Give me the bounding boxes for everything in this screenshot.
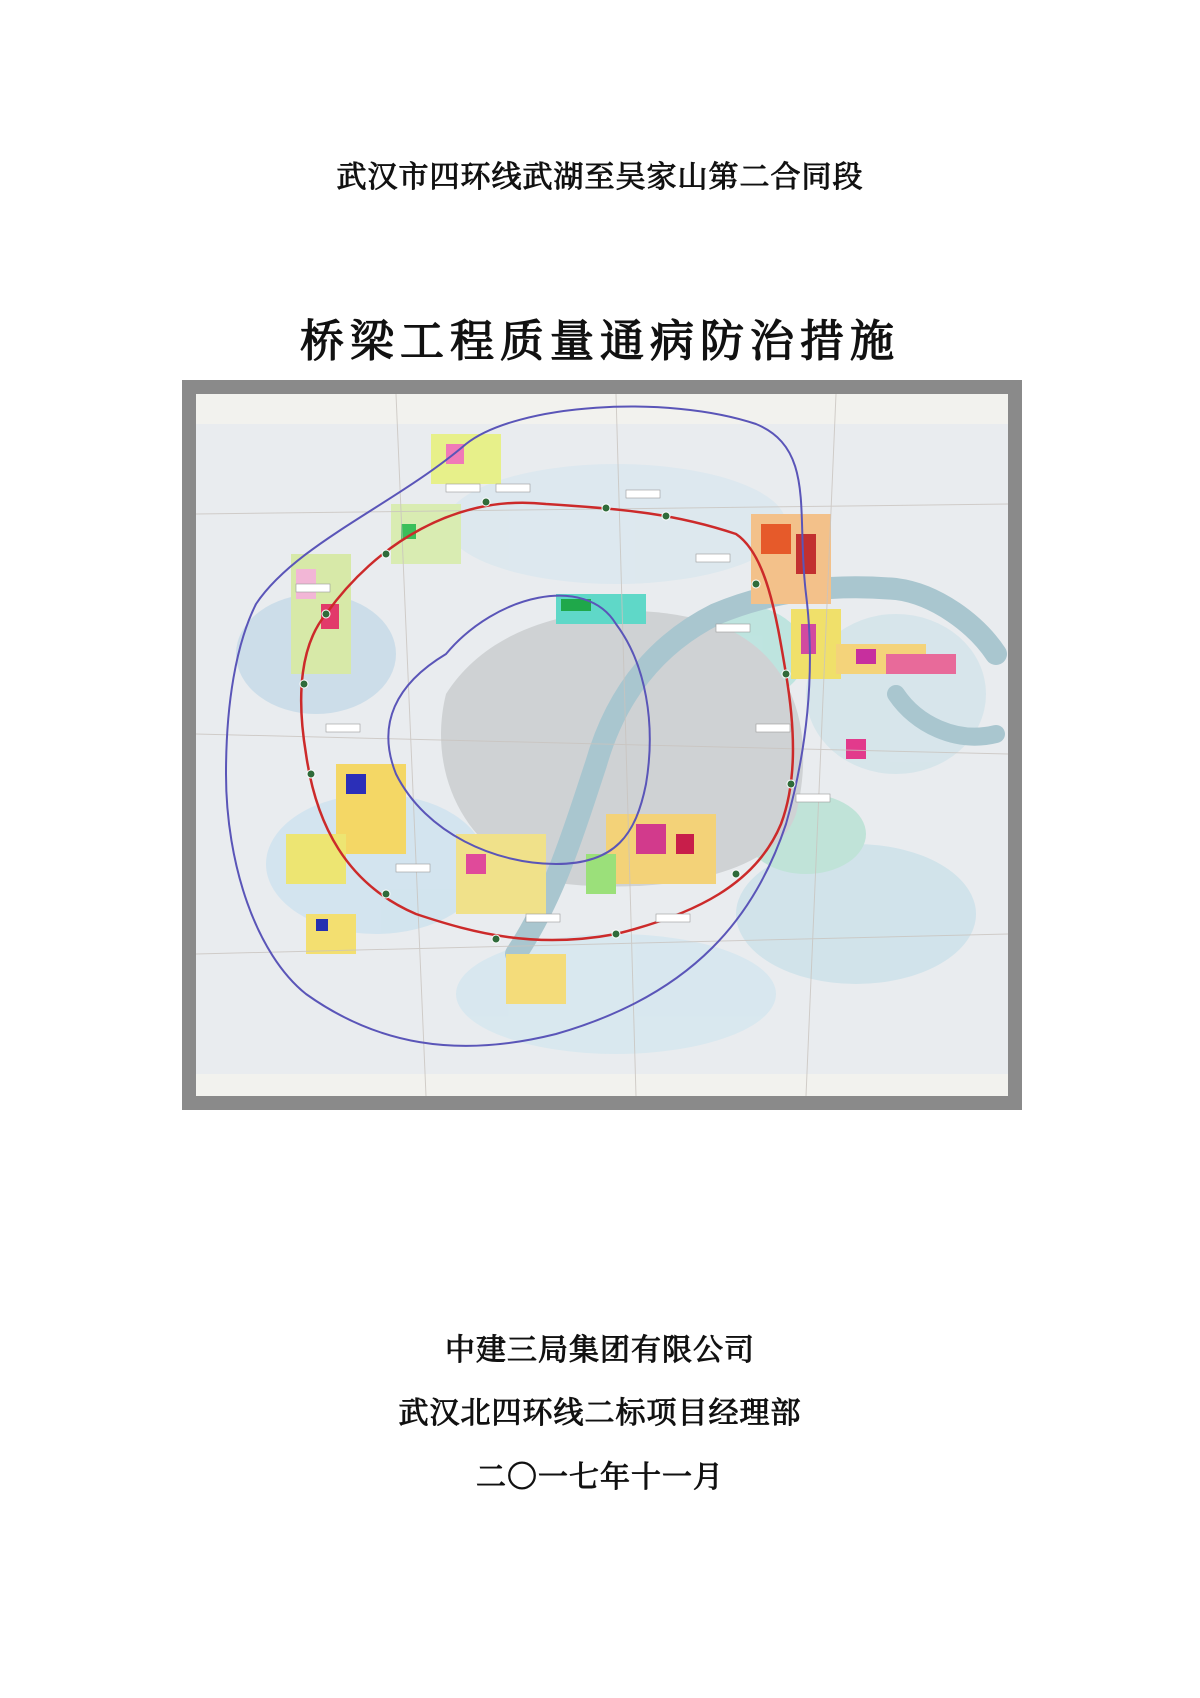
- project-subtitle: 武汉市四环线武湖至吴家山第二合同段: [336, 160, 864, 195]
- document-date: 二〇一七年十一月: [476, 1460, 724, 1495]
- map-frame: [182, 380, 1022, 1110]
- company-name: 中建三局集团有限公司: [445, 1333, 755, 1368]
- map-svg: [196, 394, 1008, 1096]
- ring-road-map-image: [196, 394, 1008, 1096]
- department-name: 武汉北四环线二标项目经理部: [398, 1396, 802, 1431]
- document-title: 桥梁工程质量通病防治措施: [300, 316, 900, 367]
